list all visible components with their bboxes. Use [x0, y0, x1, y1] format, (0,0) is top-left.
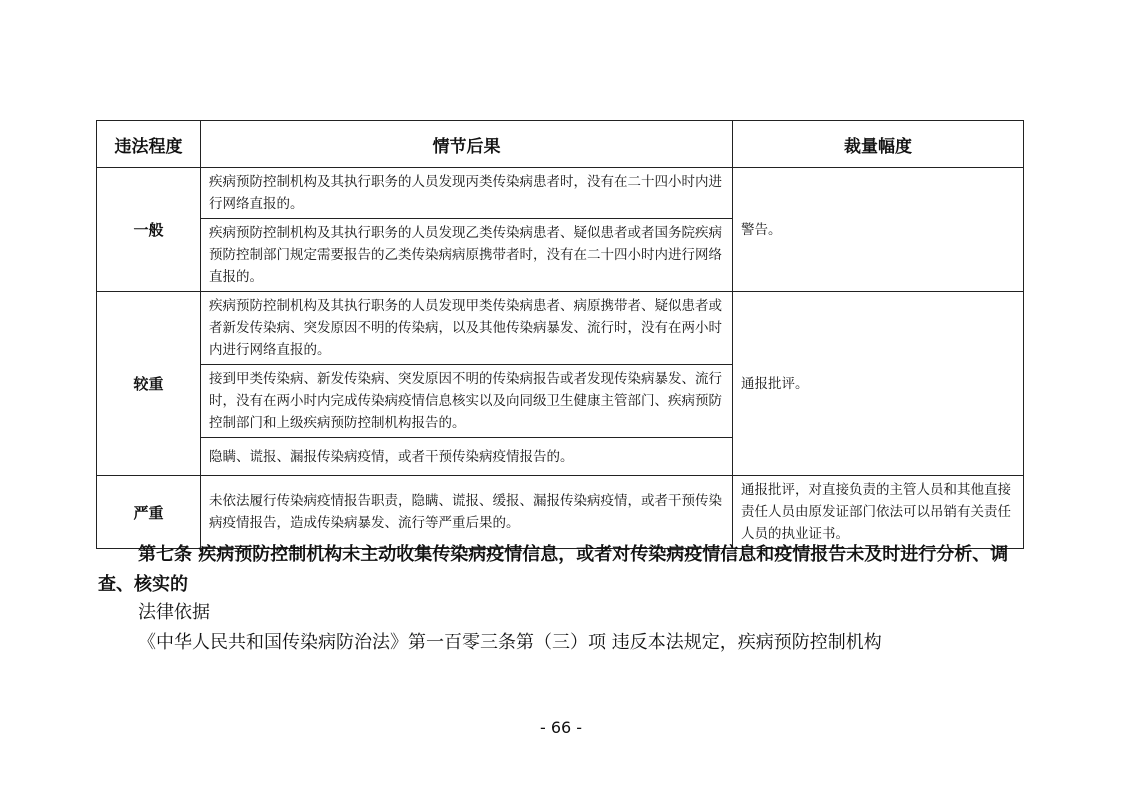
- table-header-row: [97, 121, 1024, 168]
- header-circumstances: 情节后果: [201, 121, 733, 168]
- measure-cell: 通报批评。: [733, 292, 1024, 476]
- measure-cell: 通报批评，对直接负责的主管人员和其他直接责任人员由原发证部门依法可以吊销有关责任人员的执业证书。: [733, 476, 1024, 549]
- circumstance-cell: 疾病预防控制机构及其执行职务的人员发现丙类传染病患者时，没有在二十四小时内进行网络直报的。: [201, 168, 733, 219]
- table-row: [97, 292, 1024, 365]
- measure-cell: 警告。: [733, 168, 1024, 292]
- circumstance-cell: 隐瞒、谎报、漏报传染病疫情，或者干预传染病疫情报告的。: [201, 438, 733, 476]
- legal-basis-text: 《中华人民共和国传染病防治法》第一百零三条第（三）项 违反本法规定，疾病预防控制机构: [138, 632, 882, 653]
- circumstance-cell: 未依法履行传染病疫情报告职责，隐瞒、谎报、缓报、漏报传染病疫情，或者干预传染病疫情报告，造成传染病暴发、流行等严重后果的。: [201, 476, 733, 549]
- table-row: [97, 476, 1024, 549]
- discretion-table: [96, 120, 1024, 549]
- circumstance-cell: 疾病预防控制机构及其执行职务的人员发现甲类传染病患者、病原携带者、疑似患者或者新发传染病、突发原因不明的传染病，以及其他传染病暴发、流行时，没有在两小时内进行网络直报的。: [201, 292, 733, 365]
- table-row: [97, 168, 1024, 219]
- page-number: - 66 -: [539, 718, 583, 737]
- level-general: 一般: [97, 168, 201, 292]
- article-seven-title: 第七条 疾病预防控制机构未主动收集传染病疫情信息，或者对传染病疫情信息和疫情报告未及时进行分析、调查、核实的: [98, 544, 1009, 595]
- level-serious: 较重: [97, 292, 201, 476]
- legal-basis-label: 法律依据: [138, 602, 210, 623]
- circumstance-cell: 疾病预防控制机构及其执行职务的人员发现乙类传染病患者、疑似患者或者国务院疾病预防控制部门规定需要报告的乙类传染病病原携带者时，没有在二十四小时内进行网络直报的。: [201, 219, 733, 292]
- level-severe: 严重: [97, 476, 201, 549]
- header-violation-degree: 违法程度: [97, 121, 201, 168]
- circumstance-cell: 接到甲类传染病、新发传染病、突发原因不明的传染病报告或者发现传染病暴发、流行时，没有在两小时内完成传染病疫情信息核实以及向同级卫生健康主管部门、疾病预防控制部门和上级疾病预防控制机构报告的。: [201, 365, 733, 438]
- header-discretion-range: 裁量幅度: [733, 121, 1024, 168]
